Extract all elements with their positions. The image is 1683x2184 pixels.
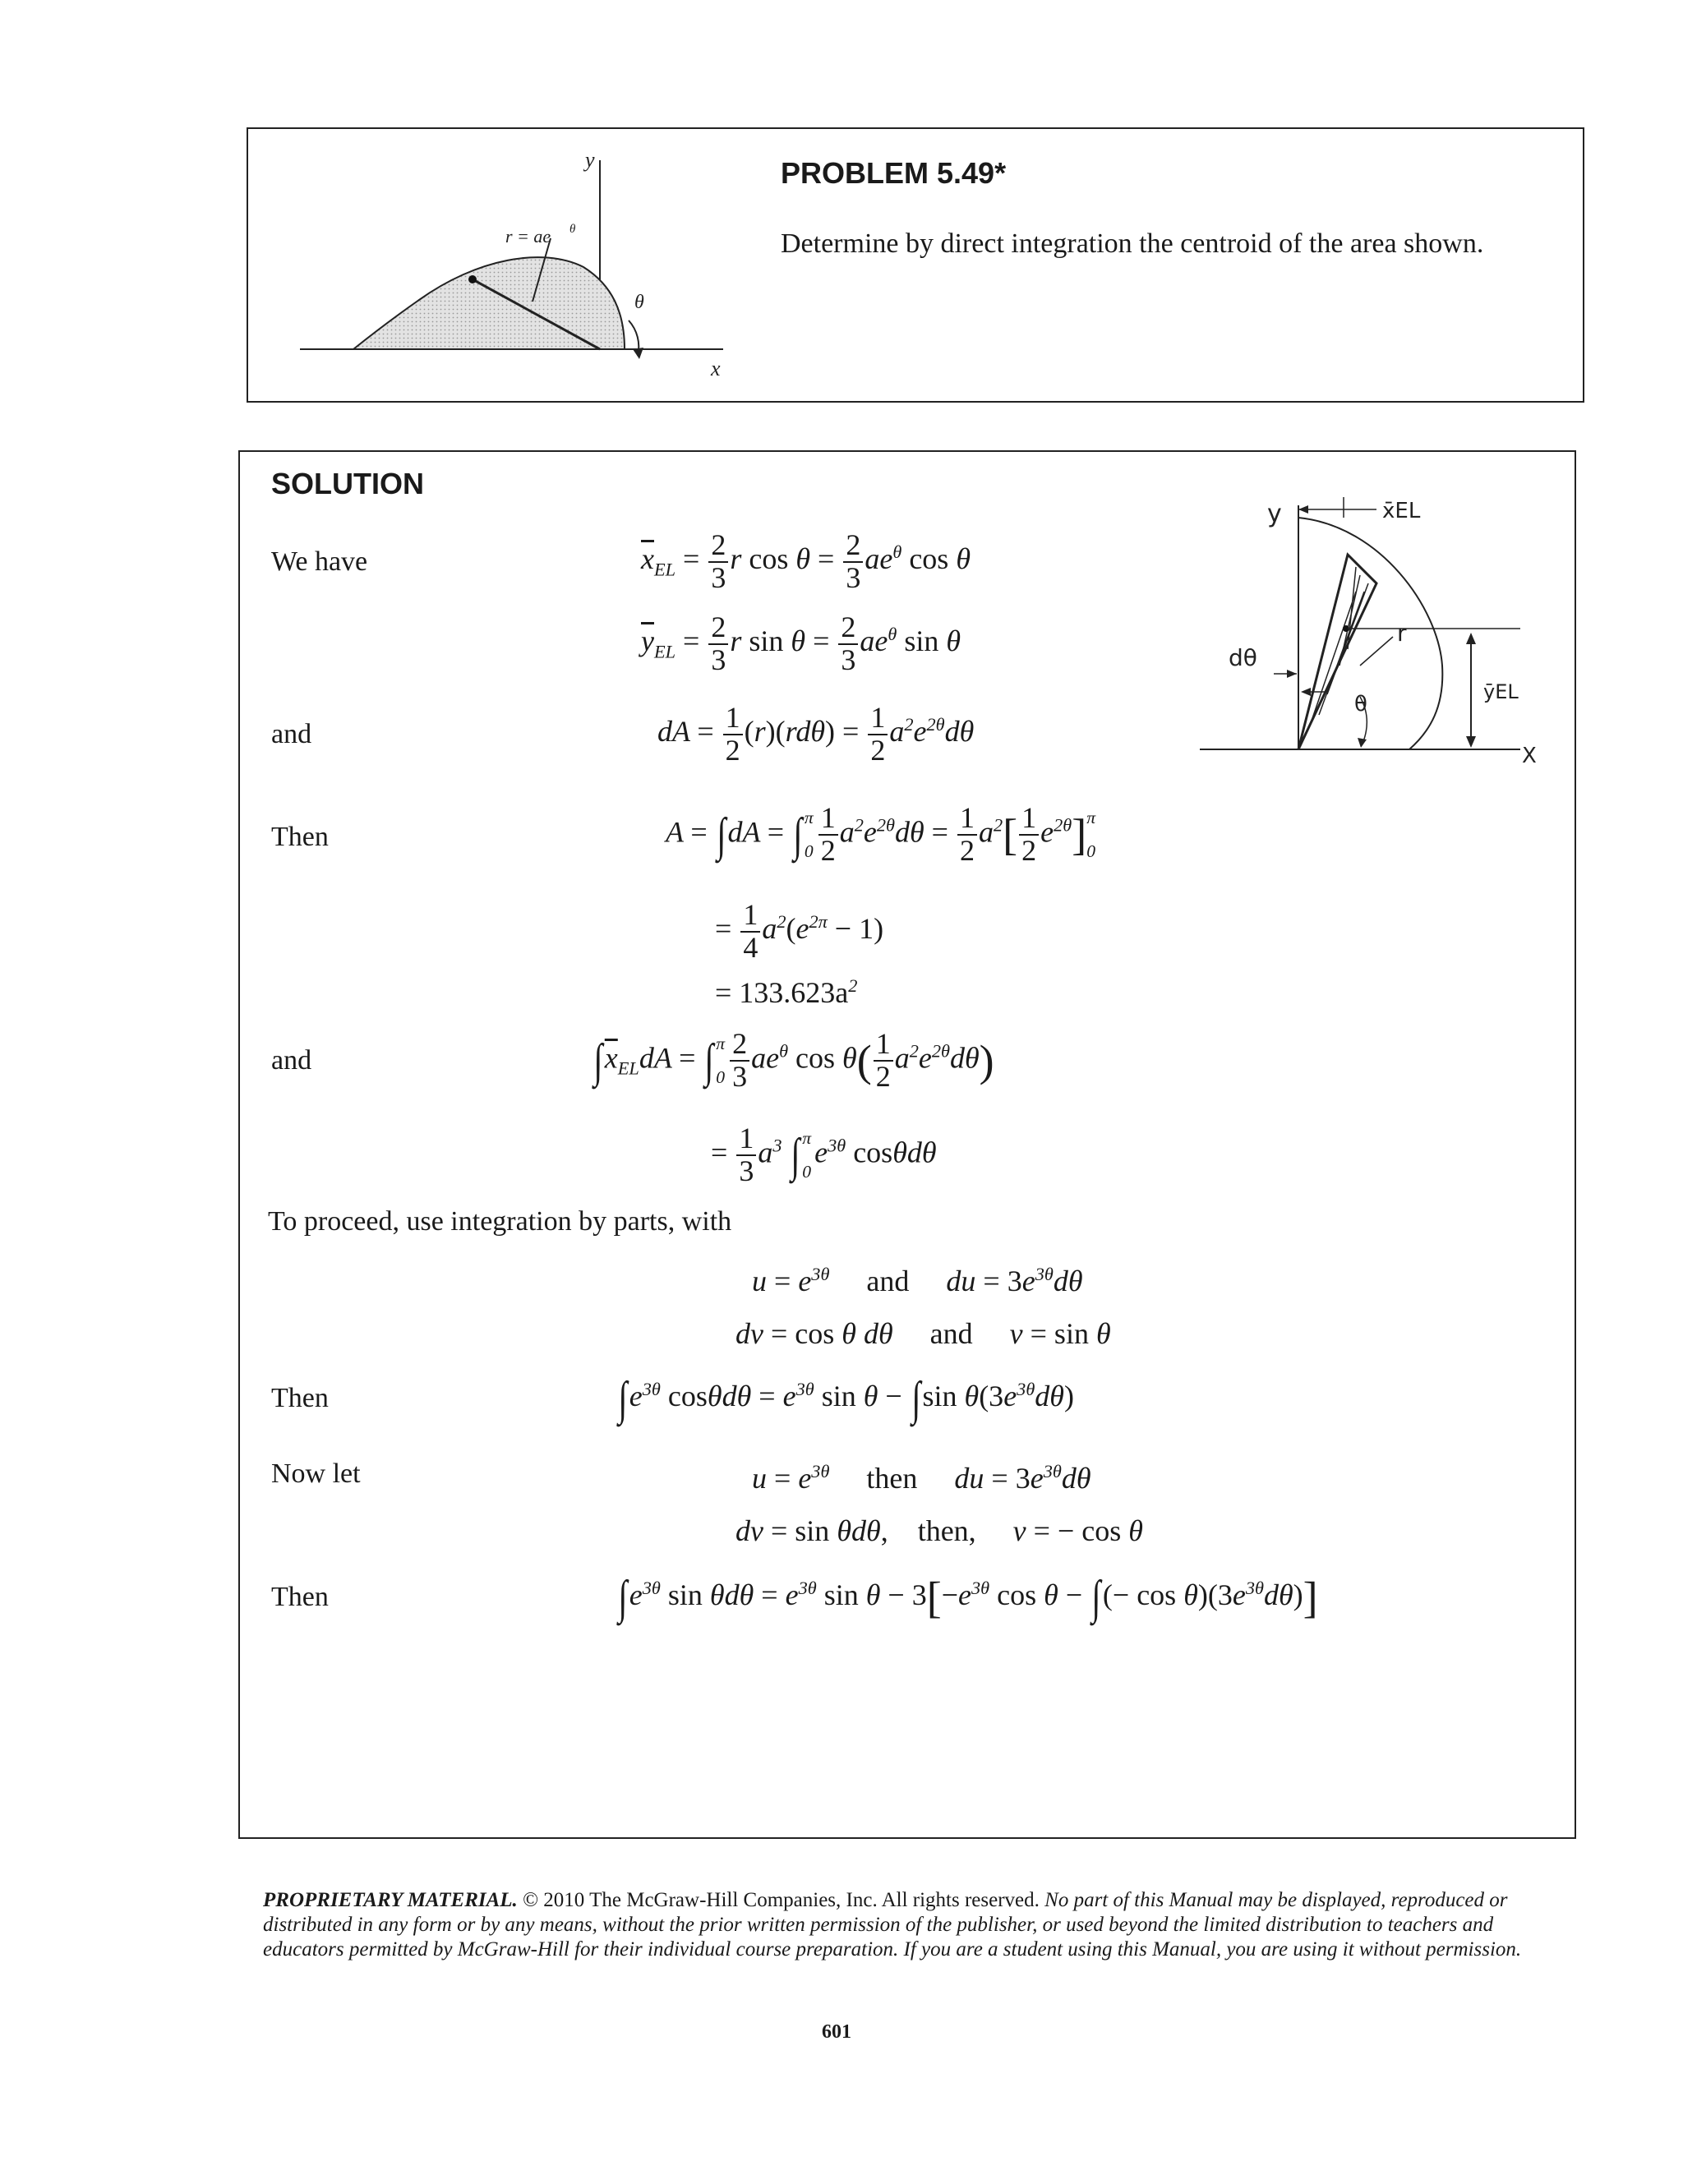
solution-heading: SOLUTION — [271, 467, 424, 500]
eq-parts2-u: $u = e^{3\theta}$ then du = $3e^{3\theta}d\theta$ — [752, 1461, 1091, 1495]
eq-y-el: $\overline{y}_{EL}$ = $\frac{2}{3}$ r sin θ = $\frac{2}{3}$ $ae^\theta$ sin θ — [641, 611, 961, 676]
figure-y-label: y — [585, 148, 595, 172]
footer-copyright: © 2010 The McGraw-Hill Companies, Inc. All rights reserved. — [517, 1889, 1045, 1911]
eq-parts-result-2: $\int e^{3\theta}$ $\sin \theta d\theta = e^{3\theta}$ $\sin \theta - 3[-e^{3\theta}$ cos θ − ∫(− $\cos \theta)(3e^{3\theta}d\theta)$] — [618, 1572, 1318, 1624]
sketch-dtheta-label: dθ — [1229, 644, 1257, 671]
eq-moment-2: = $\frac{1}{3}$ $a^3$ ∫ π $0e^{3\theta}$ cosθdθ — [711, 1122, 937, 1188]
eq-da: dA = $\frac{1}{2}$ (r)(rdθ) = $\frac{1}{2}$ $a^2e^{2\theta}d\theta$ — [657, 701, 975, 767]
sketch-theta-label: θ — [1354, 692, 1367, 716]
figure-curve-label: r = ae — [505, 226, 551, 247]
label-and-2: and — [271, 1045, 312, 1076]
sketch-yel-label: ȳEL — [1483, 680, 1519, 703]
footer-bold-lead: PROPRIETARY MATERIAL. — [263, 1889, 518, 1911]
sketch-hatched-element — [1298, 555, 1376, 749]
eq-area: A = ∫dA = ∫ π 0 $\frac{1}{2}$ $a^2e^{2\theta}d\theta$ = $\frac{1}{2}$ $a^2$[ $\frac{1}{2}$ $e^{2\theta}]\pi$ 0 — [666, 801, 1096, 868]
label-then-3: Then — [271, 1582, 329, 1612]
sketch-y-label: y — [1267, 500, 1282, 528]
problem-figure — [296, 144, 740, 390]
problem-statement: Determine by direct integration the centroid of the area shown. — [781, 228, 1484, 259]
eq-parts-v: dv = cos θ dθ and v = sin θ — [735, 1317, 1111, 1350]
sketch-r-label: r — [1397, 620, 1407, 647]
label-then-1: Then — [271, 822, 329, 852]
label-and-1: and — [271, 719, 312, 749]
sketch-curve — [1298, 518, 1442, 749]
figure-theta-label: θ — [634, 292, 644, 313]
shaded-region — [353, 257, 625, 349]
problem-title: PROBLEM 5.49* — [781, 156, 1007, 190]
eq-area-2: = $\frac{1}{4}$ $a^2(e^{2\pi} - 1)$ — [715, 898, 884, 964]
solution-sketch — [1192, 477, 1561, 772]
label-proceed: To proceed, use integration by parts, with — [268, 1206, 732, 1237]
figure-curve-exp: θ — [569, 223, 576, 236]
label-then-2: Then — [271, 1383, 329, 1413]
eq-parts-u: $u = e^{3\theta}$ and du = $3e^{3\theta}d\theta$ — [752, 1264, 1083, 1297]
sketch-xel-label: x̄EL — [1382, 499, 1421, 523]
eq-parts-result-1: $\int e^{3\theta}$ $\cos\theta d\theta = e^{3\theta}$ sin θ − ∫sin $\theta(3e^{3\theta}d\theta)$ — [618, 1373, 1074, 1425]
footer-notice-text: No part of this Manual may be displayed, reproduced or distributed in any form or by any means, without the prior written permission of the publisher, or used beyond the limited distribution to teachers and educators permitted by McGraw-Hill for their individual course preparation. If you are a student using this Manual, you are using it without permission. — [263, 1889, 1522, 1961]
figure-x-label: x — [711, 357, 721, 380]
eq-parts2-v: dv = sin θdθ, then, v = − cos θ — [735, 1514, 1143, 1547]
footer-notice — [263, 1888, 1545, 1962]
eq-x-el: $\overline{x}_{EL}$ = $\frac{2}{3}$ r cos θ = $\frac{2}{3}$ $ae^\theta$ cos θ — [641, 528, 971, 594]
curve-point — [468, 275, 477, 283]
eq-moment: $\int\overline{x}_{EL}dA$ = ∫ π 0 $\frac{2}{3}$ $ae^\theta$ cos θ( $\frac{1}{2}$ $a^2e^{2\theta}d\theta$) — [593, 1027, 994, 1094]
eq-area-value: = $133.623a^2$ — [715, 975, 858, 1009]
sketch-x-label: X — [1522, 744, 1537, 768]
label-we-have: We have — [271, 546, 368, 577]
label-now-let: Now let — [271, 1458, 361, 1489]
page-number: 601 — [822, 2021, 851, 2043]
